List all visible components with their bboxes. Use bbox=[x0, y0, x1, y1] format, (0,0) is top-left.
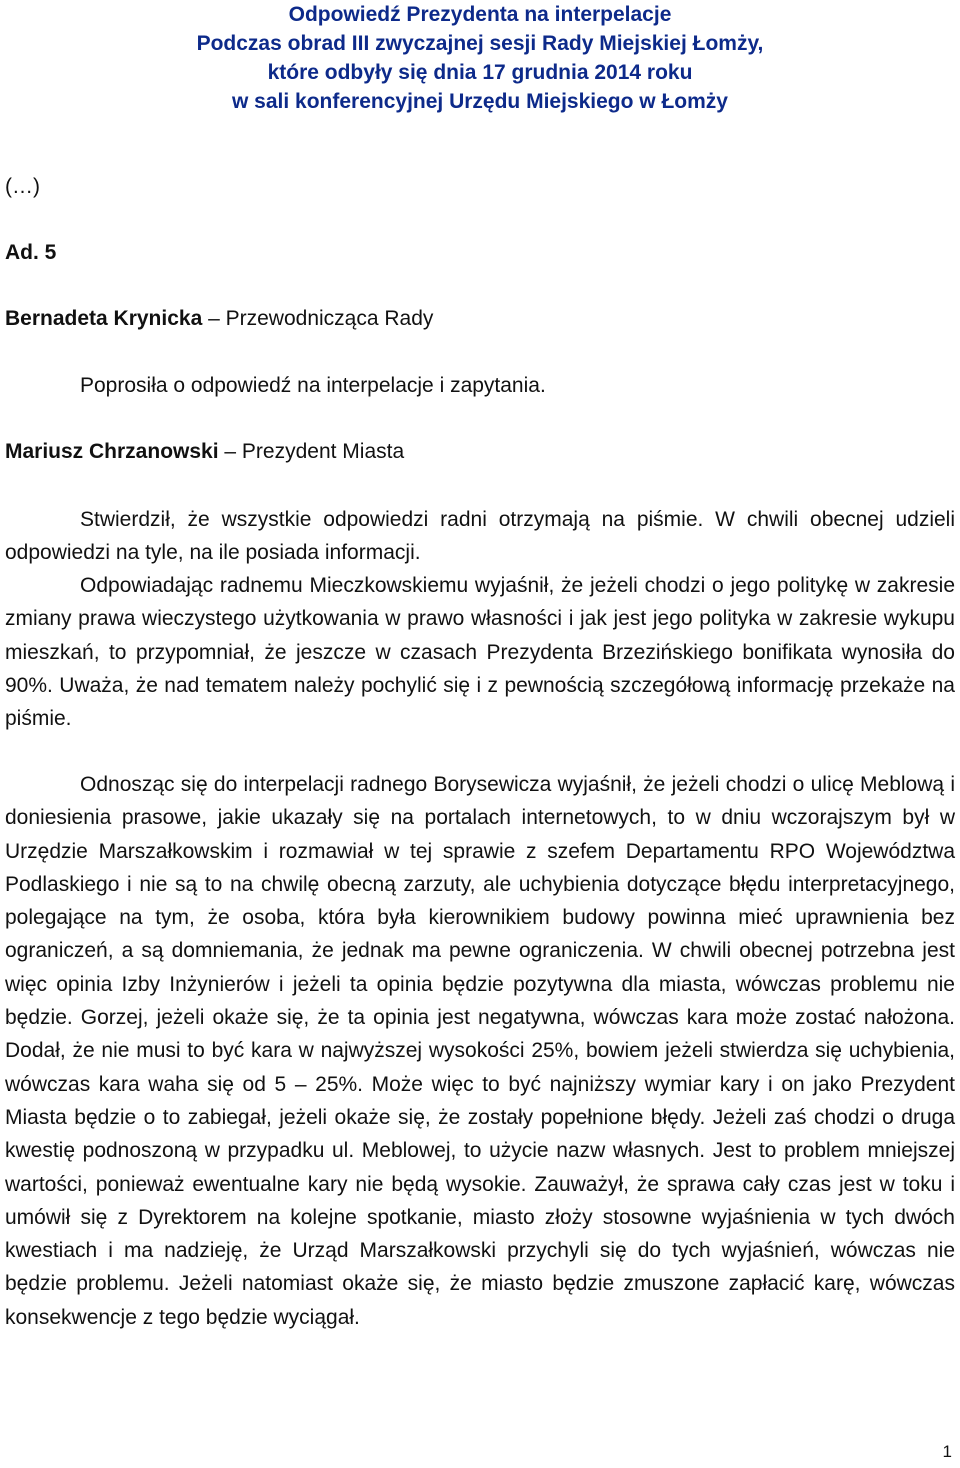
paragraph-intro: Stwierdził, że wszystkie odpowiedzi radni otrzymają na piśmie. W chwili obecnej udzieli odpowiedzi na tyle, na ile posiada informacji. bbox=[5, 508, 955, 564]
header-date-line: które odbyły się dnia 17 grudnia 2014 roku bbox=[267, 61, 693, 84]
header-title: Odpowiedź Prezydenta na interpelacje bbox=[288, 3, 672, 26]
speaker-mayor-role: – Prezydent Miasta bbox=[218, 440, 405, 463]
speaker-mayor-name: Mariusz Chrzanowski bbox=[5, 440, 219, 463]
speaker-mayor bbox=[5, 435, 955, 468]
paragraph-borysewicz-answer: Odnosząc się do interpelacji radnego Borysewicza wyjaśnił, że jeżeli chodzi o ulicę Meblową i doniesienia prasowe, jakie ukazały się na portalach internetowych, to w dniu wczorajszym był w Urzędzie Marszałkowskim i rozmawiał w tej sprawie z szefem Departamentu RPO Województwa Podlaskiego i nie są to na chwilę obecną zarzuty, ale uchybienia dotyczące błędu interpretacyjnego, polegające na tym, że osoba, która była kierownikiem budowy powinna mieć uprawnienia bez ograniczeń, a są domniemania, że jednak ma pewne ograniczenia. W chwili obecnej potrzebna jest więc opinia Izby Inżynierów i jeżeli ta opinia będzie pozytywna dla miasta, wówczas problemu nie będzie. Gorzej, jeżeli okaże się, że ta opinia jest negatywna, wówczas kara może zostać nałożona. Dodał, że nie musi to być kara w najwyższej wysokości 25%, bowiem jeżeli stwierdza się uchybienia, wówczas kara waha się od 5 – 25%. Może więc to być najniższy wymiar kary i on jako Prezydent Miasta będzie o to zabiegał, jeżeli okaże się, że zostały popełnione błędy. Jeżeli zaś chodzi o druga kwestię podnoszoną w przypadku ul. Meblowej, to użycie nazw własnych. Jest to problem mniejszej wartości, ponieważ ewentualne kary nie będą wysokie. Zauważył, że sprawa cały czas jest w toku i umówił się z Dyrektorem na kolejne spotkanie, miasto złoży stosowne wyjaśnienia w tych dwóch kwestiach i ma nadzieję, że Urząd Marszałkowski przychyli się do tych wyjaśnień, wówczas nie będzie problemu. Jeżeli natomiast okaże się, że miasto będzie zmuszone zapłacić karę, wówczas konsekwencje z tego będzie wyciągał. bbox=[5, 773, 955, 1329]
document-header bbox=[0, 0, 960, 116]
header-location-line: w sali konferencyjnej Urzędu Miejskiego w Łomży bbox=[232, 90, 728, 113]
page-number: 1 bbox=[942, 1442, 952, 1461]
speaker-chair-statement: Poprosiła o odpowiedź na interpelacje i zapytania. bbox=[80, 374, 546, 397]
paragraph-mieczkowski-answer: Odpowiadając radnemu Mieczkowskiemu wyjaśnił, że jeżeli chodzi o jego politykę w zakresie zmiany prawa wieczystego użytkowania w prawo własności i jak jest jego polityka w zakresie wykupu mieszkań, to przypomniał, że jeszcze w czasach Prezydenta Brzezińskiego bonifikata wynosiła do 90%. Uważa, że nad tematem należy pochylić się i z pewnością szczegółową informację przekaże na piśmie. bbox=[5, 574, 955, 731]
agenda-item-heading: Ad. 5 bbox=[5, 241, 57, 264]
speaker-chair-name: Bernadeta Krynicka bbox=[5, 307, 203, 330]
header-session-line: Podczas obrad III zwyczajnej sesji Rady Miejskiej Łomży, bbox=[196, 32, 764, 55]
omission-ellipsis: (…) bbox=[5, 175, 40, 198]
speaker-chair-role: – Przewodnicząca Rady bbox=[202, 307, 434, 330]
speaker-chair bbox=[5, 302, 955, 335]
